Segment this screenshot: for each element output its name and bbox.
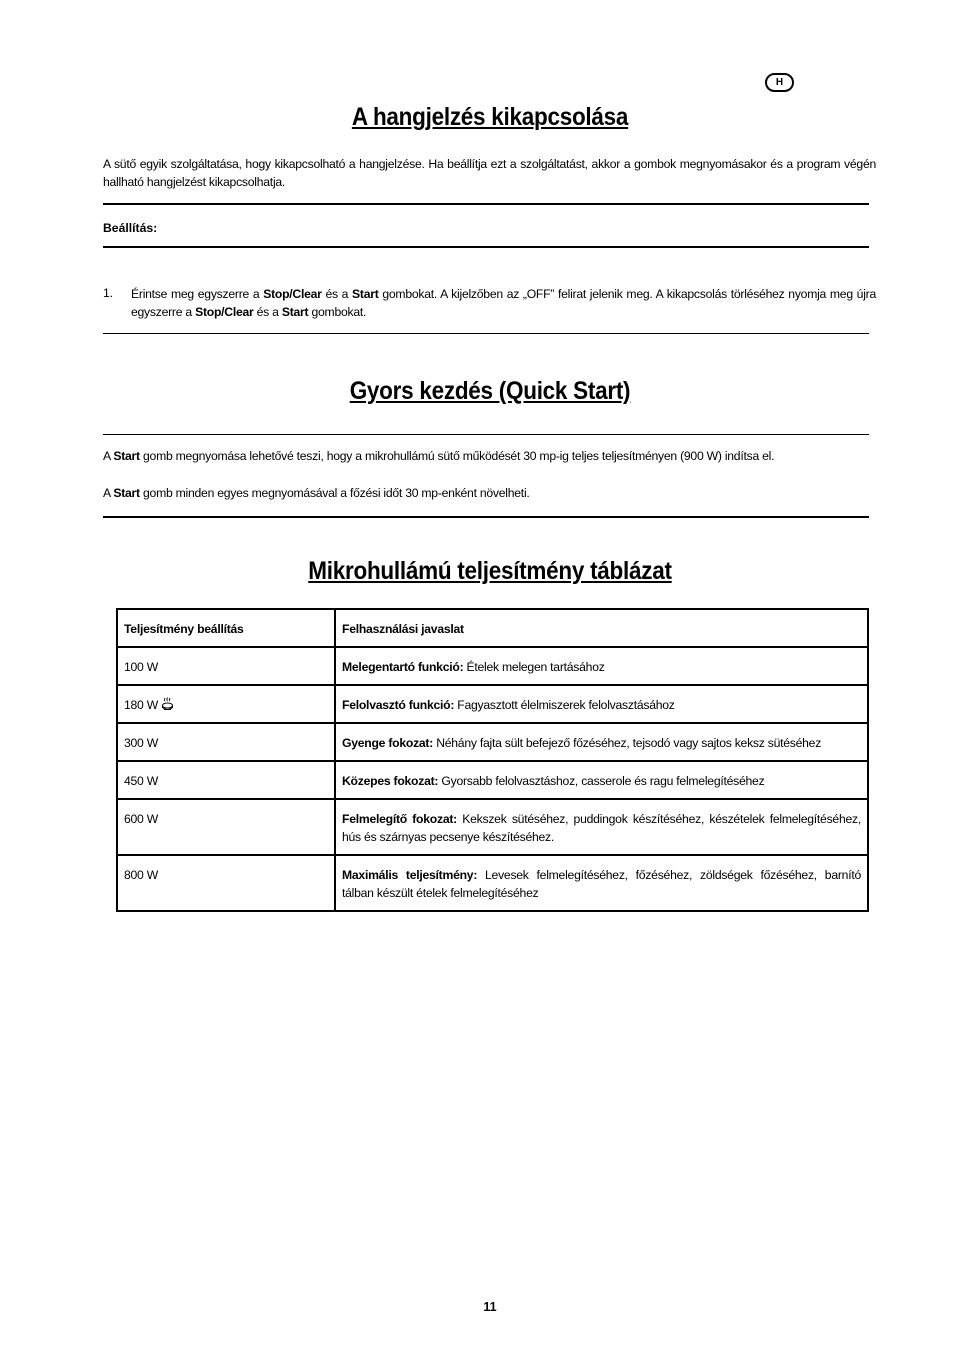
- table-row: [117, 723, 868, 761]
- table-row: [117, 685, 868, 723]
- start-label: Start: [113, 449, 140, 463]
- mode-desc: Kekszek sütéséhez, puddingok készítéséhez, készételek felmelegítéséhez, hús és szárnyas pecsenye készítéséhez.: [342, 812, 861, 844]
- start-label: Start: [352, 287, 379, 301]
- usage-cell: [335, 723, 868, 761]
- quick-start-paragraph-1: [103, 447, 876, 465]
- page-number: 11: [483, 1300, 497, 1314]
- table-header-row: [117, 609, 868, 647]
- step-text-part: Érintse meg egyszerre a: [131, 287, 264, 301]
- power-cell: 800 W: [117, 855, 335, 911]
- step-text-part: gombokat.: [308, 305, 367, 319]
- mode-desc: Gyorsabb felolvasztáshoz, casserole és ragu felmelegítéséhez: [438, 774, 765, 788]
- section-title-quick-start: Gyors kezdés (Quick Start): [349, 377, 631, 405]
- mode-desc: Fagyasztott élelmiszerek felolvasztásához: [454, 698, 675, 712]
- start-label: Start: [281, 305, 309, 319]
- mode-name: Közepes fokozat:: [342, 774, 439, 788]
- mode-name: Gyenge fokozat:: [342, 736, 434, 750]
- beep-off-intro: A sütő egyik szolgáltatása, hogy kikapcsolható a hangjelzése. Ha beállítja ezt a szolgáltatást, akkor a gombok megnyomásakor és a program végén hallható hangjelzést kikapcsolhatja.: [103, 157, 876, 189]
- usage-cell: [335, 799, 868, 855]
- stop-clear-label: Stop/Clear: [195, 305, 254, 319]
- mode-name: Maximális teljesítmény:: [342, 868, 478, 882]
- power-cell: 100 W: [117, 647, 335, 685]
- text-part: gomb megnyomása lehetővé teszi, hogy a mikrohullámú sütő működését 30 mp-ig teljes teljesítményen (900 W) indítsa el.: [139, 449, 775, 463]
- mode-name: Melegentartó funkció:: [342, 660, 464, 674]
- step-number: 1.: [103, 286, 114, 300]
- text-part: gomb minden egyes megnyomásával a főzési időt 30 mp-enként növelheti.: [139, 486, 530, 500]
- table-row: [117, 799, 868, 855]
- text-part: A: [103, 486, 114, 500]
- setting-label: Beállítás:: [103, 221, 158, 235]
- section-title-power-table: Mikrohullámú teljesítmény táblázat: [308, 557, 672, 585]
- section-title-beep-off: A hangjelzés kikapcsolása: [351, 103, 629, 131]
- mode-name: Felolvasztó funkció:: [342, 698, 455, 712]
- language-badge: H: [765, 73, 794, 92]
- header-power-setting: Teljesítmény beállítás: [117, 609, 335, 647]
- power-cell: 300 W: [117, 723, 335, 761]
- mode-desc: Ételek melegen tartásához: [463, 660, 605, 674]
- power-cell: [117, 685, 335, 723]
- usage-cell: [335, 685, 868, 723]
- stop-clear-label: Stop/Clear: [263, 287, 322, 301]
- header-usage-suggestion: Felhasználási javaslat: [335, 609, 868, 647]
- mode-name: Felmelegítő fokozat:: [342, 812, 457, 826]
- mode-desc: Néhány fajta sült befejező főzéséhez, tejsodó vagy sajtos keksz sütéséhez: [433, 736, 822, 750]
- table-row: [117, 647, 868, 685]
- power-cell: 600 W: [117, 799, 335, 855]
- power-value: 180 W: [124, 698, 158, 712]
- divider: [103, 434, 869, 435]
- step-text-part: és a: [321, 287, 353, 301]
- power-cell: 450 W: [117, 761, 335, 799]
- table-row: [117, 761, 868, 799]
- quick-start-paragraph-2: [103, 484, 876, 502]
- step-text-part: gombokat. A kijelzőben az „OFF” felirat jelenik meg. A kikapcsolás törléséhez nyomja meg újra egyszerre a: [131, 287, 876, 319]
- usage-cell: [335, 855, 868, 911]
- start-label: Start: [113, 486, 140, 500]
- power-table: [116, 608, 869, 912]
- text-part: A: [103, 449, 114, 463]
- divider: [103, 246, 869, 248]
- usage-cell: [335, 647, 868, 685]
- step-text-part: és a: [253, 305, 282, 319]
- table-row: [117, 855, 868, 911]
- divider: [103, 203, 869, 205]
- step-text: [131, 285, 876, 321]
- divider: [103, 333, 869, 334]
- usage-cell: [335, 761, 868, 799]
- defrost-icon: [161, 697, 174, 711]
- divider: [103, 516, 869, 518]
- mode-desc: Levesek felmelegítéséhez, főzéséhez, zöldségek főzéséhez, barnító tálban készült ételek felmelegítéséhez: [342, 868, 861, 900]
